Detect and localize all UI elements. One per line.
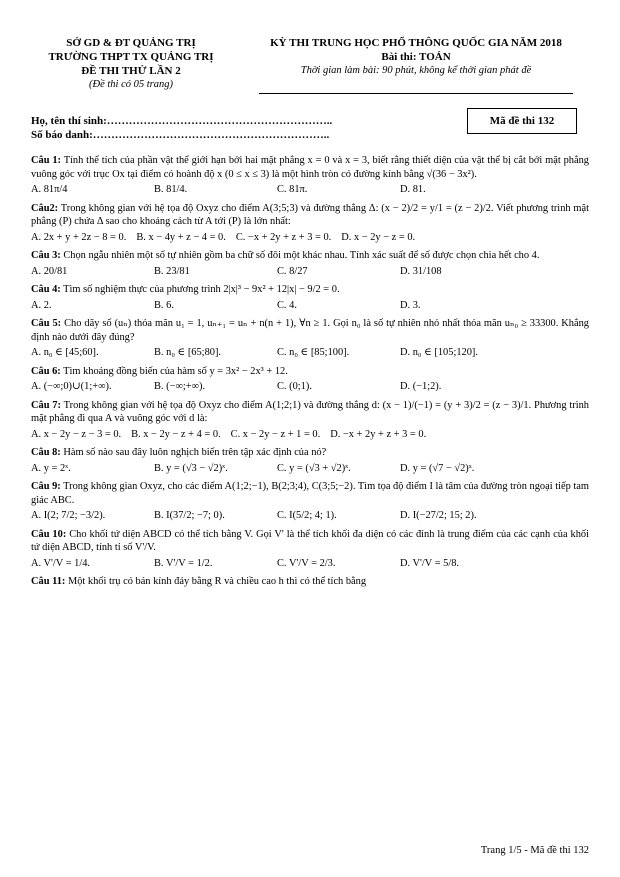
answer-row <box>31 183 589 197</box>
answer-option-b[interactable]: B. (−∞;+∞). <box>154 381 206 393</box>
question-label: Câu 3: <box>31 250 61 262</box>
answer-option-d[interactable]: D. (−1;2). <box>400 381 442 393</box>
answer-option-d[interactable]: D. x − 2y − z = 0. <box>341 231 416 243</box>
question-6 <box>31 365 589 394</box>
answer-option-b[interactable]: B. 81/4. <box>154 184 188 196</box>
answer-option-d[interactable]: D. I(−27/2; 15; 2). <box>400 510 477 522</box>
answer-option-d[interactable]: D. −x + 2y + z + 3 = 0. <box>330 428 427 440</box>
answer-option-c[interactable]: C. −x + 2y + z + 3 = 0. <box>235 231 332 243</box>
answer-row <box>31 557 589 571</box>
exam-round: ĐỀ THI THỬ LẦN 2 <box>81 65 181 77</box>
answer-option-b[interactable]: B. x − 2y − z + 4 = 0. <box>131 428 221 440</box>
candidate-id-line: Số báo danh:……………………………………………………….. <box>31 129 330 141</box>
question-label: Câu 7: <box>31 399 61 411</box>
question-text: Trong không gian Oxyz, cho các điểm A(1;2;−1), B(2;3;4), C(3;5;−2). Tìm tọa độ điểm I là tâm của đường tròn ngoại tiếp tam giác ABC. <box>31 481 589 506</box>
answer-option-d[interactable]: D. V'/V = 5/8. <box>400 557 460 569</box>
question-11 <box>31 575 589 589</box>
question-label: Câu 11: <box>31 576 66 588</box>
exam-info-block <box>243 36 589 78</box>
question-label: Câu 9: <box>31 481 61 493</box>
question-4 <box>31 283 589 312</box>
answer-option-a[interactable]: A. 2. <box>31 299 52 311</box>
exam-title: KỲ THI TRUNG HỌC PHỔ THÔNG QUỐC GIA NĂM 2018 <box>270 37 562 49</box>
answer-row <box>31 509 589 523</box>
answer-option-b[interactable]: B. y = (√3 − √2)ˣ. <box>154 462 228 474</box>
answer-option-b[interactable]: B. I(37/2; −7; 0). <box>154 510 225 522</box>
question-2 <box>31 202 589 245</box>
question-text: Cho dãy số (uₙ) thỏa mãn u₁ = 1, uₙ₊₁ = uₙ + n(n + 1), ∀n ≥ 1. Gọi n₀ là số tự nhiên nhỏ nhất thỏa mãn uₙ₀ ≥ 33300. Khẳng định nào dưới đây đúng? <box>31 318 589 343</box>
question-label: Câu 4: <box>31 284 61 296</box>
question-1 <box>31 154 589 197</box>
answer-option-c[interactable]: C. (0;1). <box>277 381 312 393</box>
answer-option-a[interactable]: A. x − 2y − z − 3 = 0. <box>31 428 122 440</box>
answer-option-c[interactable]: C. 8/27 <box>277 265 308 277</box>
question-text: Hàm số nào sau đây luôn nghịch biến trên tập xác định của nó? <box>63 447 327 459</box>
question-3 <box>31 249 589 278</box>
question-text: Trong không gian với hệ tọa độ Oxyz cho điểm A(1;2;1) và đường thẳng d: (x − 1)/(−1) = (y + 3)/2 = (z − 3)/1. Phương trình mặt phẳng đi qua A và vuông góc với d là: <box>31 399 589 425</box>
answer-option-d[interactable]: D. 3. <box>400 299 421 311</box>
answer-option-a[interactable]: A. 81π/4 <box>31 184 68 196</box>
exam-subject: Bài thi: TOÁN <box>381 51 451 63</box>
question-7 <box>31 399 589 442</box>
answer-row <box>31 380 589 394</box>
school-block <box>31 36 231 92</box>
question-9 <box>31 480 589 523</box>
answer-option-a[interactable]: A. 20/81 <box>31 265 68 277</box>
exam-header <box>31 36 589 92</box>
school-name: TRƯỜNG THPT TX QUẢNG TRỊ <box>48 51 214 63</box>
answer-option-b[interactable]: B. 6. <box>154 299 174 311</box>
question-text: Một khối trụ có bán kính đáy bằng R và chiều cao h thì có thể tích bằng <box>67 576 367 588</box>
answer-option-c[interactable]: C. x − 2y − z + 1 = 0. <box>230 428 321 440</box>
answer-option-c[interactable]: C. y = (√3 + √2)ˣ. <box>277 462 351 474</box>
answer-option-c[interactable]: C. V'/V = 2/3. <box>277 557 336 569</box>
answer-option-a[interactable]: A. V'/V = 1/4. <box>31 557 91 569</box>
candidate-info <box>31 114 451 142</box>
exam-code-box: Mã đề thi 132 <box>467 108 577 134</box>
question-list <box>31 154 589 594</box>
question-label: Câu 1: <box>31 155 61 166</box>
question-text: Cho khối tứ diện ABCD có thể tích bằng V. Gọi V' là thể tích khối đa diện có các đỉnh là trung điểm của các cạnh của khối tứ diện ABCD, tính tỉ số V'/V. <box>31 528 589 554</box>
question-10 <box>31 528 589 571</box>
question-text: Tìm khoảng đồng biến của hàm số y = 3x² − 2x³ + 12. <box>63 365 288 377</box>
answer-row <box>31 265 589 279</box>
question-5 <box>31 317 589 360</box>
question-text: Tìm số nghiệm thực của phương trình 2|x|³ − 9x² + 12|x| − 9/2 = 0. <box>63 284 340 296</box>
answer-option-b[interactable]: B. x − 4y + z − 4 = 0. <box>136 231 226 243</box>
answer-option-c[interactable]: C. 81π. <box>277 184 308 196</box>
answer-option-a[interactable]: A. n₀ ∈ [45;60]. <box>31 347 99 359</box>
answer-option-c[interactable]: C. I(5/2; 4; 1). <box>277 510 337 522</box>
answer-option-c[interactable]: C. n₀ ∈ [85;100]. <box>277 347 350 359</box>
question-label: Câu2: <box>31 202 59 214</box>
page-count-note: (Đề thi có 05 trang) <box>89 79 173 90</box>
exam-page <box>31 36 589 866</box>
question-label: Câu 5: <box>31 318 62 330</box>
answer-option-c[interactable]: C. 4. <box>277 299 297 311</box>
answer-option-a[interactable]: A. I(2; 7/2; −3/2). <box>31 510 106 522</box>
answer-row <box>31 346 589 360</box>
answer-row <box>31 299 589 313</box>
answer-option-b[interactable]: B. 23/81 <box>154 265 190 277</box>
answer-option-a[interactable]: A. (−∞;0)∪(1;+∞). <box>31 381 112 393</box>
question-label: Câu 10: <box>31 528 67 540</box>
answer-option-b[interactable]: B. n₀ ∈ [65;80]. <box>154 347 222 359</box>
answer-option-d[interactable]: D. 31/108 <box>400 265 442 277</box>
answer-row <box>31 428 589 442</box>
question-text: Chọn ngẫu nhiên một số tự nhiên gồm ba chữ số đôi một khác nhau. Tính xác suất để số được chọn chia hết cho 4. <box>63 250 540 262</box>
answer-row <box>31 462 589 476</box>
page-footer: Trang 1/5 - Mã đề thi 132 <box>480 845 589 856</box>
header-divider <box>259 93 573 94</box>
answer-row <box>31 231 589 245</box>
answer-option-d[interactable]: D. n₀ ∈ [105;120]. <box>400 347 478 359</box>
question-label: Câu 6: <box>31 365 61 377</box>
question-label: Câu 8: <box>31 447 61 459</box>
answer-option-d[interactable]: D. 81. <box>400 184 426 196</box>
answer-option-a[interactable]: A. 2x + y + 2z − 8 = 0. <box>31 231 127 243</box>
answer-option-d[interactable]: D. y = (√7 − √2)ˣ. <box>400 462 475 474</box>
exam-time-note: Thời gian làm bài: 90 phút, không kể thời gian phát đề <box>300 65 532 76</box>
department-name: SỞ GD & ĐT QUẢNG TRỊ <box>66 37 196 49</box>
question-text: Tính thể tích của phần vật thể giới hạn bởi hai mặt phẳng x = 0 và x = 3, biết rằng thiết diện của vật thể bị cắt bởi mặt phẳng vuông góc với trục Ox tại điểm có hoành độ x (0 ≤ x ≤ 3) là một hình tròn có đường kính bằng √(36 − 3x²). <box>31 155 589 180</box>
candidate-name-line: Họ, tên thí sinh:…………………………………………………….. <box>31 115 333 127</box>
question-8 <box>31 446 589 475</box>
answer-option-a[interactable]: A. y = 2ˣ. <box>31 462 71 474</box>
answer-option-b[interactable]: B. V'/V = 1/2. <box>154 557 213 569</box>
question-text: Trong không gian với hệ tọa độ Oxyz cho điểm A(3;5;3) và đường thẳng Δ: (x − 2)/2 = y/1 = (z − 2)/2. Viết phương trình mặt phẳng (P) chứa Δ sao cho khoảng cách từ A tới (P) là lớn nhất: <box>31 202 589 228</box>
